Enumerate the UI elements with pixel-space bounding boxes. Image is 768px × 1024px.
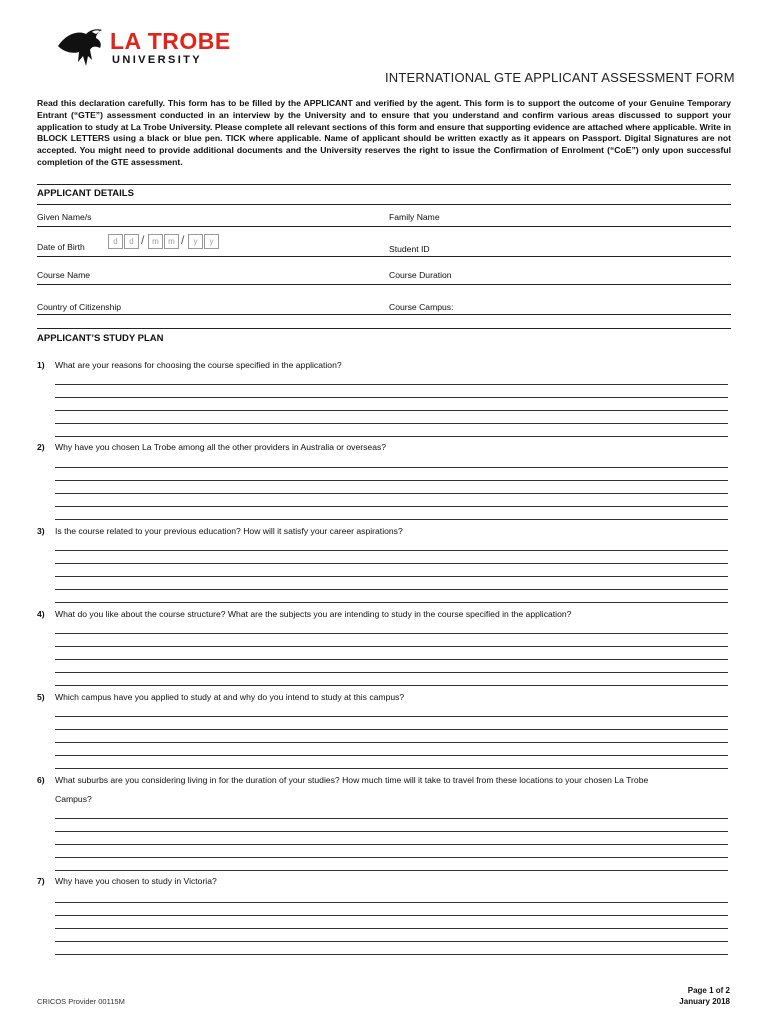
answer-line[interactable] (55, 646, 728, 647)
question-text: Which campus have you applied to study at and why do you intend to study at this campus? (55, 692, 405, 702)
answer-line[interactable] (55, 844, 728, 845)
dob-month-box[interactable]: m (164, 234, 179, 249)
question-text: What suburbs are you considering living in for the duration of your studies? How much time will it take to travel from these locations to your chosen La Trobe (55, 775, 649, 785)
page-footer (679, 985, 730, 1007)
course-campus-label: Course Campus: (389, 302, 454, 312)
answer-line[interactable] (55, 384, 728, 385)
question-number: 1) (37, 360, 45, 370)
eagle-icon (56, 26, 106, 70)
course-duration-label: Course Duration (389, 270, 452, 280)
answer-line[interactable] (55, 633, 728, 634)
country-field[interactable] (37, 314, 731, 315)
form-date: January 2018 (679, 997, 730, 1006)
answer-line[interactable] (55, 550, 728, 551)
study-plan-heading: APPLICANT’S STUDY PLAN (37, 333, 164, 344)
course-name-label: Course Name (37, 270, 91, 280)
question-text: What are your reasons for choosing the course specified in the application? (55, 360, 342, 370)
dob-year-box[interactable]: y (204, 234, 219, 249)
answer-line[interactable] (55, 755, 728, 756)
question-text: Why have you chosen La Trobe among all the other providers in Australia or overseas? (55, 442, 387, 452)
answer-line[interactable] (55, 902, 728, 903)
question-text-continued: Campus? (55, 794, 92, 804)
answer-line[interactable] (55, 563, 728, 564)
answer-line[interactable] (55, 397, 728, 398)
question-number: 6) (37, 775, 45, 785)
question-text: What do you like about the course structure? What are the subjects you are intending to study in the course specified in the application? (55, 609, 572, 619)
form-title: INTERNATIONAL GTE APPLICANT ASSESSMENT FORM (385, 70, 735, 85)
answer-line[interactable] (55, 467, 728, 468)
answer-line[interactable] (55, 915, 728, 916)
question-number: 7) (37, 876, 45, 886)
answer-line[interactable] (55, 602, 728, 603)
date-of-birth-field[interactable] (108, 234, 248, 250)
answer-line[interactable] (55, 831, 728, 832)
question-text: Why have you chosen to study in Victoria? (55, 876, 217, 886)
answer-line[interactable] (55, 589, 728, 590)
answer-line[interactable] (55, 436, 728, 437)
question-number: 3) (37, 526, 45, 536)
divider (37, 204, 731, 205)
la-trobe-logo (56, 26, 256, 74)
answer-line[interactable] (55, 493, 728, 494)
answer-line[interactable] (55, 928, 728, 929)
course-name-field[interactable] (37, 284, 731, 285)
logo-subtitle: UNIVERSITY (112, 54, 203, 66)
answer-line[interactable] (55, 742, 728, 743)
declaration-text: Read this declaration carefully. This form has to be filled by the APPLICANT and verified by the agent. This form is to support the outcome of your Genuine Temporary Entrant (“GTE”) assessment conducted in an interview by the University and to ensure that you understand and confirm various areas discussed to support your application to study at La Trobe University. Please complete all relevant sections of this form and ensure that supporting evidence are attached where applicable. Write in BLOCK LETTERS using a black or blue pen. TICK where applicable. Name of applicant should be written exactly as it appears on Passport. Digital Signatures are not accepted. You might need to provide additional documents and the University reserves the right to issue the Confirmation of Enrolment (“CoE”) only upon successful completion of the GTE assessment. (37, 98, 731, 167)
family-name-label: Family Name (389, 212, 440, 222)
answer-line[interactable] (55, 576, 728, 577)
answer-line[interactable] (55, 506, 728, 507)
divider (37, 328, 731, 329)
answer-line[interactable] (55, 685, 728, 686)
answer-line[interactable] (55, 870, 728, 871)
answer-line[interactable] (55, 716, 728, 717)
given-name-field[interactable] (37, 226, 731, 227)
answer-line[interactable] (55, 423, 728, 424)
date-of-birth-label: Date of Birth (37, 242, 85, 252)
applicant-details-heading: APPLICANT DETAILS (37, 188, 134, 199)
dob-month-box[interactable]: m (148, 234, 163, 249)
answer-line[interactable] (55, 519, 728, 520)
answer-line[interactable] (55, 954, 728, 955)
country-of-citizenship-label: Country of Citizenship (37, 302, 122, 312)
answer-line[interactable] (55, 941, 728, 942)
answer-line[interactable] (55, 659, 728, 660)
answer-line[interactable] (55, 768, 728, 769)
student-id-field[interactable] (37, 256, 731, 257)
question-number: 5) (37, 692, 45, 702)
logo-wordmark: LA TROBE (110, 28, 231, 54)
dob-day-box[interactable]: d (124, 234, 139, 249)
given-name-label: Given Name/s (37, 212, 92, 222)
cricos-provider: CRICOS Provider 00115M (37, 997, 125, 1006)
page-number: Page 1 of 2 (687, 986, 730, 995)
question-text: Is the course related to your previous education? How will it satisfy your career aspirations? (55, 526, 403, 536)
answer-line[interactable] (55, 480, 728, 481)
answer-line[interactable] (55, 672, 728, 673)
answer-line[interactable] (55, 410, 728, 411)
question-number: 2) (37, 442, 45, 452)
question-number: 4) (37, 609, 45, 619)
answer-line[interactable] (55, 818, 728, 819)
dob-year-box[interactable]: y (188, 234, 203, 249)
answer-line[interactable] (55, 729, 728, 730)
dob-separator: / (181, 233, 185, 247)
dob-separator: / (141, 233, 145, 247)
dob-day-box[interactable]: d (108, 234, 123, 249)
student-id-label: Student ID (389, 244, 430, 254)
answer-line[interactable] (55, 857, 728, 858)
divider (37, 184, 731, 185)
